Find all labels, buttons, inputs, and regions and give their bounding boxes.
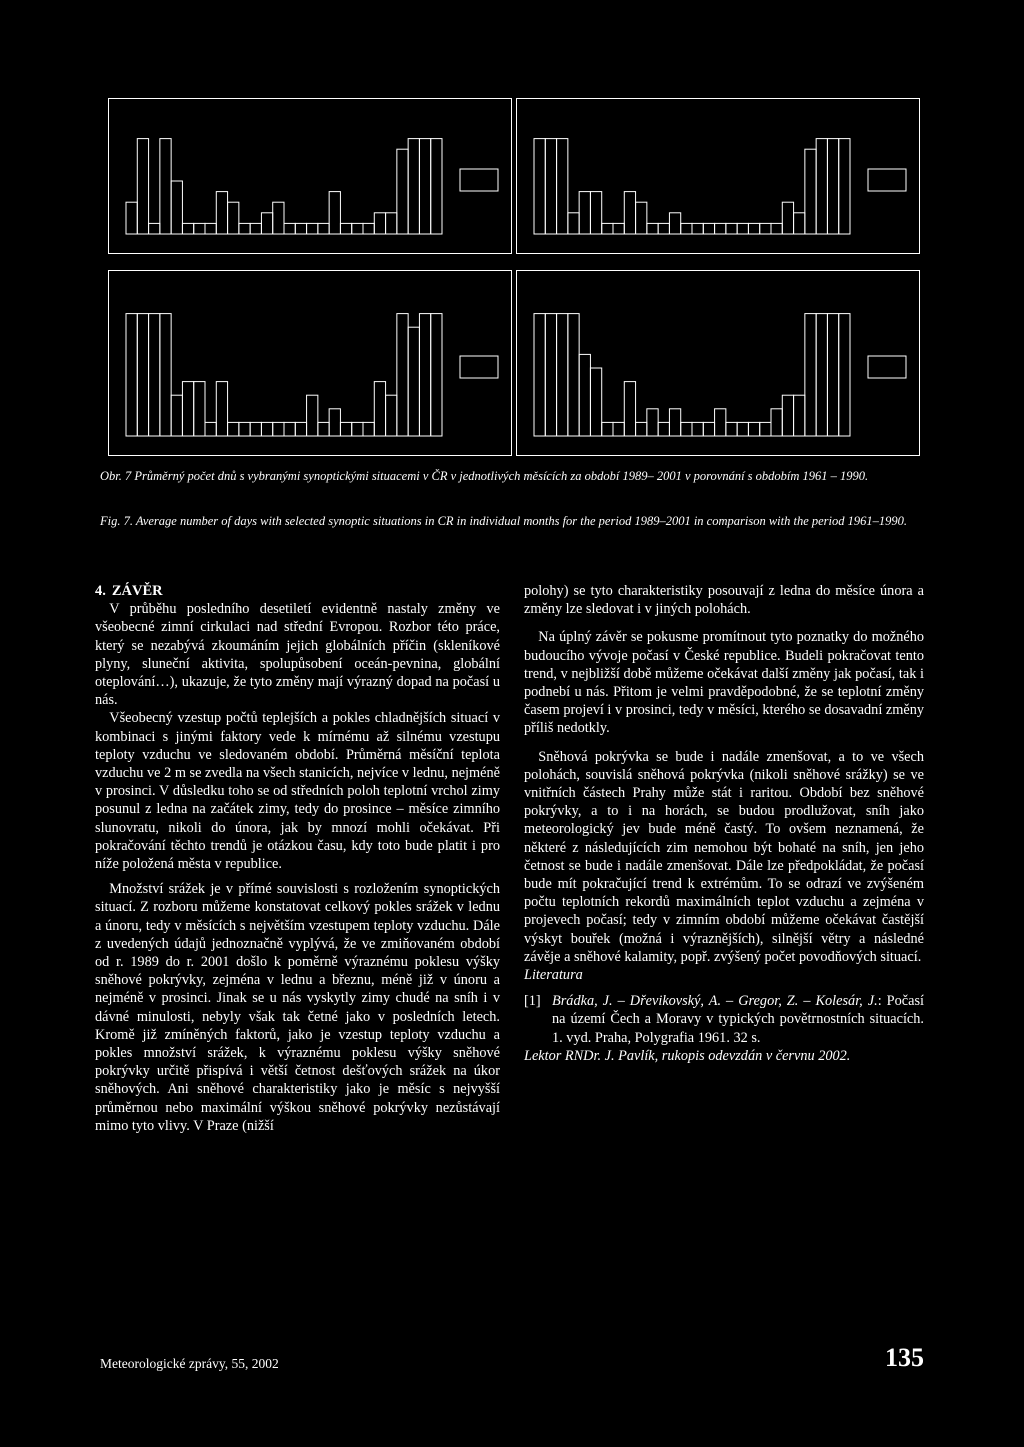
bar <box>624 382 635 436</box>
bar <box>397 314 408 436</box>
bar <box>703 223 714 234</box>
bar <box>658 422 669 436</box>
bar <box>419 314 430 436</box>
bar <box>782 202 793 234</box>
bar <box>126 314 137 436</box>
bar <box>205 223 216 234</box>
bar <box>295 223 306 234</box>
bar <box>590 368 601 436</box>
bar <box>261 422 272 436</box>
bar <box>590 192 601 234</box>
reference-number: [1] <box>524 993 541 1010</box>
bar <box>827 139 838 234</box>
legend-box <box>460 169 498 191</box>
chart-bottom-left <box>108 270 512 456</box>
bar <box>374 213 385 234</box>
bar <box>386 213 397 234</box>
bar <box>805 314 816 436</box>
literature-heading: Literatura <box>524 967 583 984</box>
bar <box>534 314 545 436</box>
bar <box>805 149 816 234</box>
bar <box>228 202 239 234</box>
section-heading <box>95 582 500 600</box>
bar <box>386 395 397 436</box>
bar <box>126 202 137 234</box>
text-column-left <box>95 582 500 1135</box>
bar <box>839 139 850 234</box>
chart-frame <box>109 99 512 254</box>
bar <box>715 409 726 436</box>
bar <box>431 314 442 436</box>
bar <box>340 223 351 234</box>
chart-frame <box>517 99 920 254</box>
bar <box>273 202 284 234</box>
reference-authors: Brádka, J. – Dřevikovský, A. – Gregor, Z. – Kolesár, J. <box>552 993 878 1010</box>
bar <box>307 223 318 234</box>
bar <box>602 422 613 436</box>
bar <box>149 223 160 234</box>
paragraph: Množství srážek je v přímé souvislosti s rozložením synoptických situací. Z rozboru můžeme konstatovat celkový pokles srážek v lednu a únoru, tedy v měsících s největším vzestupem teploty vzduchu. Dále z uvedených údajů jednoznačně vyplývá, že ve zmiňovaném období od r. 1989 do r. 2001 došlo k poměrně výraznému poklesu výšky sněhové pokrývky, zejména v lednu a březnu, méně již v únoru a nejméně v prosinci. Jinak se u nás vyskytly zimy chudé na sníh i v dávné minulosti, nebyly však tak četné jako v posledních letech. Kromě již zmíněných faktorů, jako je vzestup teploty vzduchu a pokles množství srážek, k výraznému poklesu výšky sněhové pokrývky určitě přispívá i větší četnost dešťových srážek na úkor sněhových. Ani sněhové charakteristiky jako je měsíc s nejvyšší průměrnou nebo maximální výškou sněhové pokrývky nezůstávají mimo tyto vlivy. V Praze (nižší <box>95 881 500 1134</box>
bar <box>748 223 759 234</box>
bar <box>748 422 759 436</box>
chart-frame <box>109 271 512 456</box>
text-column-right <box>524 582 924 1065</box>
bar <box>340 422 351 436</box>
bar <box>726 422 737 436</box>
bar <box>250 223 261 234</box>
bar <box>273 422 284 436</box>
section-title: ZÁVĚR <box>111 583 163 599</box>
bar <box>329 192 340 234</box>
bar <box>557 139 568 234</box>
bar <box>839 314 850 436</box>
bar <box>419 139 430 234</box>
bar <box>284 223 295 234</box>
legend-box <box>868 356 906 378</box>
paragraph: Všeobecný vzestup počtů teplejších a pokles chladnějších situací v kombinaci s jinými faktory vede k mírnému až silnému vzestupu teploty vzduchu ve sledovaném období. Průměrná měsíční teplota vzduchu ve 2 m se zvedla na všech stanicích, nejvíce v lednu, nejméně v prosinci. V důsledku toho se od středních poloh teplotní vrchol zimy posunul z ledna na začátek zimy, tedy do prosince – měsíce zimního slunovratu, nikoli do února, jak by mnozí mohli očekávat. Při pokračování těchto trendů je otázkou času, kdy toto bude platit i pro níže položená města v republice. <box>95 710 500 873</box>
bar <box>363 422 374 436</box>
bar <box>534 139 545 234</box>
chart-bottom-right <box>516 270 920 456</box>
bar <box>703 422 714 436</box>
bar <box>613 422 624 436</box>
paragraph: V průběhu posledního desetiletí evidentně nastaly změny ve všeobecné zimní cirkulaci nad střední Evropou. Rozbor této práce, který se nezabývá zkoumáním jejich globálních příčin (skleníkové plyny, sluneční aktivita, spolupůsobení oceán-pevnina, globální oteplování…), ukazuje, že tyto změny mají výrazný dopad na počasí u nás. <box>95 601 500 709</box>
bar <box>602 223 613 234</box>
bar <box>669 213 680 234</box>
bar <box>613 223 624 234</box>
reference-details: : Počasí na území Čech a Moravy v typických povětrnostních situacích. 1. vyd. Praha, Polygrafia 1961. 32 s. <box>552 993 924 1046</box>
section-number: 4. <box>95 583 106 599</box>
bar <box>284 422 295 436</box>
bar <box>261 213 272 234</box>
bar <box>545 139 556 234</box>
journal-footer: Meteorologické zprávy, 55, 2002 <box>100 1356 279 1371</box>
paragraph: polohy) se tyto charakteristiky posouvají z ledna do měsíce února a změny lze sledovat i v jiných polohách. <box>524 583 924 618</box>
bar <box>374 382 385 436</box>
bar <box>771 409 782 436</box>
paragraph: Na úplný závěr se pokusme promítnout tyto poznatky do možného budoucího vývoje počasí v České republice. Budeli pokračovat tento trend, v nejbližší době můžeme očekávat další změny jak počasí, tak i podnebí u nás. Přitom je velmi pravděpodobné, že se teplotní změny časem projeví i v prosinci, tedy v měsíci, kterého se dosavadní změny příliš nedotkly. <box>524 629 924 737</box>
bar <box>216 192 227 234</box>
bar <box>760 223 771 234</box>
bar <box>715 223 726 234</box>
paragraph: Sněhová pokrývka se bude i nadále zmenšovat, a to ve všech polohách, souvislá sněhová pokrývka (nikoli sněhové srážky) se ve vnitřních částech Prahy může stát i raritou. Období bez sněhové pokrývky, a to i na horách, se budou prodlužovat, sníh jako meteorologický jev bude méně častý. To ovšem neznamená, že některé z následujících zim nemohou být bohaté na sníh, jen jeho četnost se bude i nadále zmenšovat. Dále lze předpokládat, že počasí bude mít pokračující trend k extrémům. To se odrazí ve zvýšeném počtu teplotních rekordů maximálních teplot vzduchu a zejména v projevech počasí; tedy v zimním období můžeme očekávat častější výskyt bouřek (možná i výraznějších), silnější větry a následné závěje a sněhové kalamity, popř. zvýšený počet povodňových situací. <box>524 748 924 965</box>
bar <box>794 395 805 436</box>
legend-box <box>460 356 498 378</box>
figure-caption-english: Fig. 7. Average number of days with selected synoptic situations in CR in individual months for the period 1989–2001 in comparison with the period 1961–1990. <box>100 514 908 528</box>
bar <box>636 202 647 234</box>
bar <box>307 395 318 436</box>
bar <box>681 422 692 436</box>
bar <box>579 354 590 436</box>
bar <box>408 327 419 436</box>
bar <box>816 314 827 436</box>
bar <box>726 223 737 234</box>
bar <box>182 223 193 234</box>
bar <box>737 422 748 436</box>
bar <box>658 223 669 234</box>
bar <box>295 422 306 436</box>
chart-top-left <box>108 98 512 254</box>
bar <box>408 139 419 234</box>
bar <box>318 422 329 436</box>
bar <box>137 314 148 436</box>
bar <box>647 223 658 234</box>
bar <box>568 314 579 436</box>
figure-caption-czech: Obr. 7 Průměrný počet dnů s vybranými synoptickými situacemi v ČR v jednotlivých měsících za období 1989– 2001 v porovnání s obdobím 1961 – 1990. <box>100 469 869 483</box>
bar <box>250 422 261 436</box>
bar <box>794 213 805 234</box>
bar <box>228 422 239 436</box>
bar <box>397 149 408 234</box>
bar <box>579 192 590 234</box>
bar <box>568 213 579 234</box>
bar <box>692 422 703 436</box>
bar <box>816 139 827 234</box>
page-number: 135 <box>885 1343 924 1372</box>
bar <box>624 192 635 234</box>
bar <box>827 314 838 436</box>
bar <box>239 223 250 234</box>
bar <box>318 223 329 234</box>
bar <box>329 409 340 436</box>
bar <box>636 422 647 436</box>
bar <box>194 382 205 436</box>
bar <box>692 223 703 234</box>
bar <box>647 409 658 436</box>
bar <box>771 223 782 234</box>
bar <box>171 181 182 234</box>
bar <box>681 223 692 234</box>
bar <box>239 422 250 436</box>
bar <box>216 382 227 436</box>
bar <box>352 223 363 234</box>
bar <box>205 422 216 436</box>
reviewer-note: Lektor RNDr. J. Pavlík, rukopis odevzdán v červnu 2002. <box>524 1047 851 1064</box>
chart-frame <box>517 271 920 456</box>
bar <box>737 223 748 234</box>
bar <box>137 139 148 234</box>
bar <box>782 395 793 436</box>
bar <box>760 422 771 436</box>
bar <box>557 314 568 436</box>
bar <box>352 422 363 436</box>
bar <box>363 223 374 234</box>
chart-top-right <box>516 98 920 254</box>
bar <box>545 314 556 436</box>
bar <box>171 395 182 436</box>
bar <box>669 409 680 436</box>
reference-text <box>552 992 924 1047</box>
bar <box>149 314 160 436</box>
bar <box>182 382 193 436</box>
reference-item <box>524 992 924 1047</box>
bar <box>431 139 442 234</box>
bar <box>160 314 171 436</box>
legend-box <box>868 169 906 191</box>
bar <box>160 139 171 234</box>
bar <box>194 223 205 234</box>
